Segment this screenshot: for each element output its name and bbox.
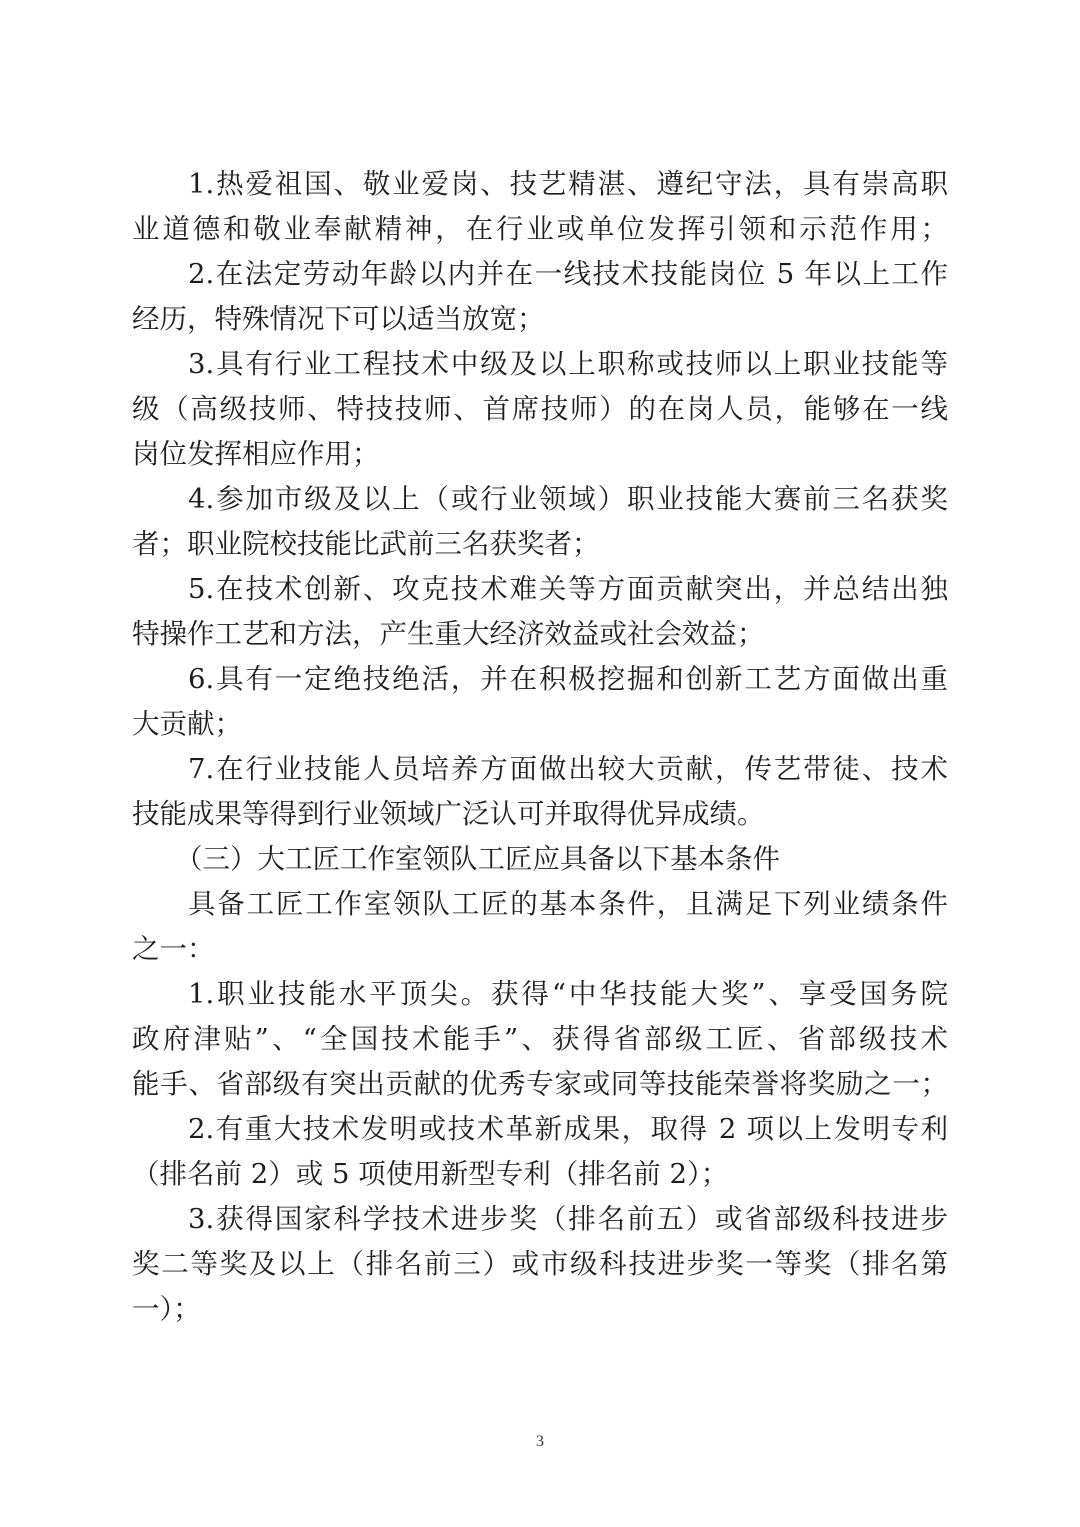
paragraph-line: 6.具有一定绝技绝活，并在积极挖掘和创新工艺方面做出重 bbox=[188, 663, 948, 695]
paragraph-line: 经历，特殊情况下可以适当放宽； bbox=[132, 303, 545, 335]
paragraph-line: 政府津贴”、“全国技术能手”、获得省部级工匠、省部级技术 bbox=[132, 1023, 948, 1055]
paragraph-line: 7.在行业技能人员培养方面做出较大贡献，传艺带徒、技术 bbox=[188, 753, 948, 785]
paragraph-line: 4.参加市级及以上（或行业领域）职业技能大赛前三名获奖 bbox=[188, 483, 948, 515]
paragraph-line: 具备工匠工作室领队工匠的基本条件，且满足下列业绩条件 bbox=[188, 888, 948, 920]
paragraph-line: 3.获得国家科学技术进步奖（排名前五）或省部级科技进步 bbox=[188, 1203, 948, 1235]
paragraph-line: 级（高级技师、特技技师、首席技师）的在岗人员，能够在一线 bbox=[132, 393, 948, 425]
paragraph-line: 技能成果等得到行业领域广泛认可并取得优异成绩。 bbox=[132, 798, 765, 830]
page-number: 3 bbox=[536, 1433, 544, 1450]
paragraph-line: 大贡献； bbox=[132, 708, 242, 740]
paragraph-line: 5.在技术创新、攻克技术难关等方面贡献突出，并总结出独 bbox=[188, 573, 948, 605]
paragraph-line: 1.职业技能水平顶尖。获得“中华技能大奖”、享受国务院 bbox=[188, 978, 948, 1010]
paragraph-line: 一）； bbox=[132, 1293, 201, 1325]
section-heading: （三）大工匠工作室领队工匠应具备以下基本条件 bbox=[175, 843, 780, 875]
paragraph-line: 能手、省部级有突出贡献的优秀专家或同等技能荣誉将奖励之一； bbox=[132, 1068, 948, 1100]
paragraph-line: 者；职业院校技能比武前三名获奖者； bbox=[132, 528, 600, 560]
paragraph-line: （排名前 2）或 5 项使用新型专利（排名前 2）； bbox=[132, 1158, 729, 1190]
paragraph-line: 岗位发挥相应作用； bbox=[132, 438, 380, 470]
paragraph-line: 特操作工艺和方法，产生重大经济效益或社会效益； bbox=[132, 618, 765, 650]
paragraph-line: 2.有重大技术发明或技术革新成果，取得 2 项以上发明专利 bbox=[188, 1113, 948, 1145]
paragraph-line: 奖二等奖及以上（排名前三）或市级科技进步奖一等奖（排名第 bbox=[132, 1248, 948, 1280]
paragraph-line: 3.具有行业工程技术中级及以上职称或技师以上职业技能等 bbox=[188, 348, 948, 380]
paragraph-line: 2.在法定劳动年龄以内并在一线技术技能岗位 5 年以上工作 bbox=[188, 258, 948, 290]
paragraph-line: 1.热爱祖国、敬业爱岗、技艺精湛、遵纪守法，具有崇高职 bbox=[188, 168, 948, 200]
paragraph-line: 业道德和敬业奉献精神，在行业或单位发挥引领和示范作用； bbox=[132, 213, 948, 245]
paragraph-line: 之一： bbox=[132, 933, 215, 965]
